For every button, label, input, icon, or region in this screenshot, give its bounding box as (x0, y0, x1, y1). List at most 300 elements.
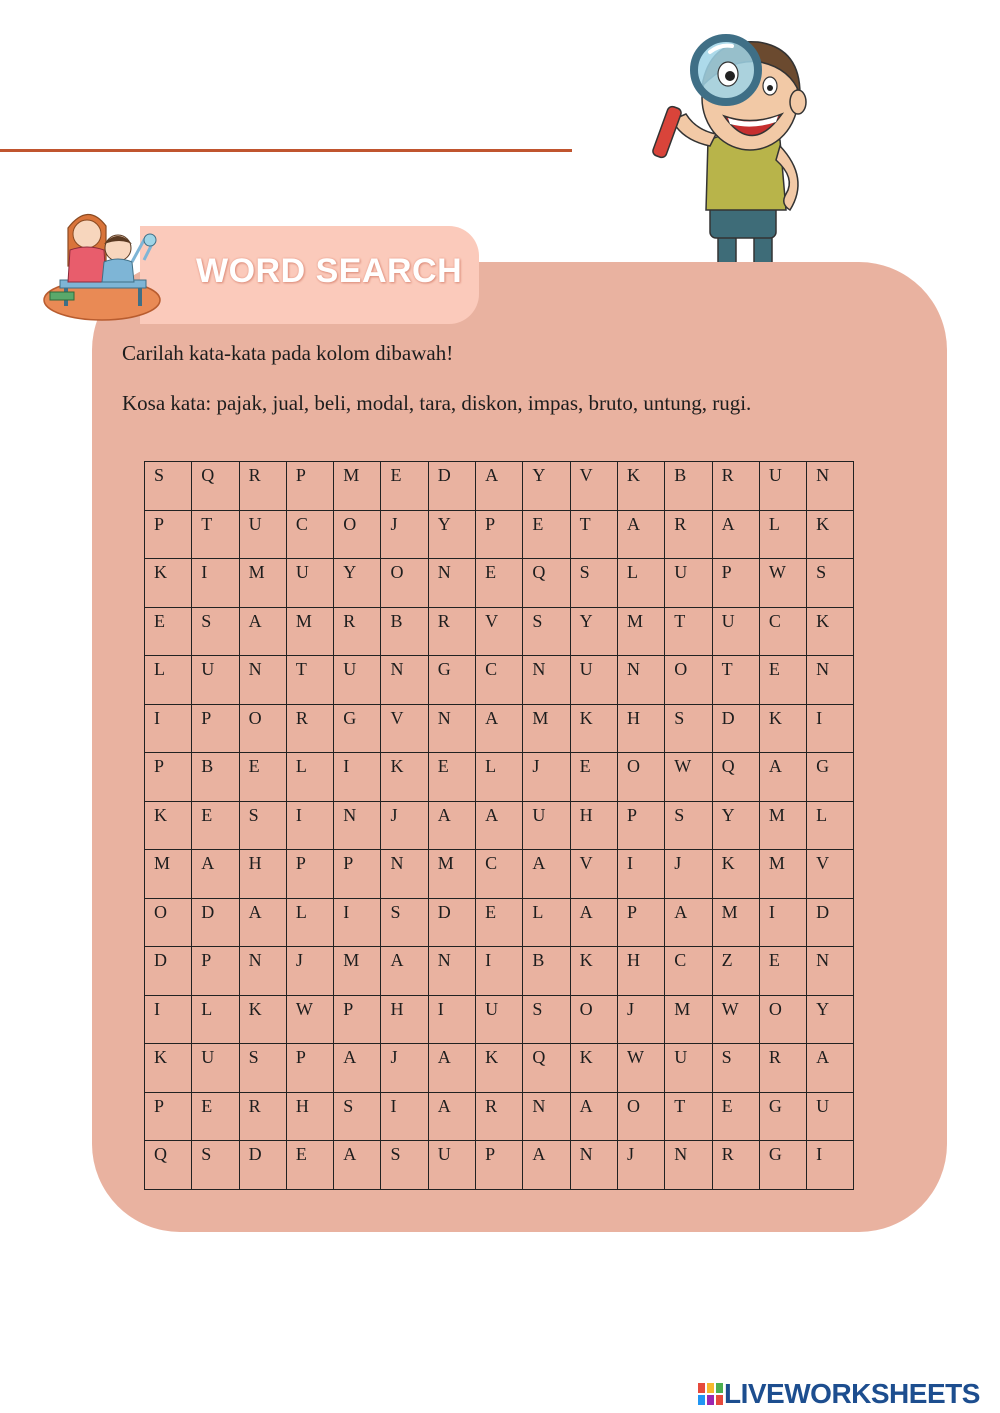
grid-cell[interactable] (192, 898, 239, 947)
grid-letter: K (579, 1047, 593, 1067)
grid-letter: I (154, 998, 160, 1019)
grid-cell[interactable] (665, 850, 712, 899)
grid-cell[interactable] (192, 607, 239, 656)
grid-cell[interactable] (334, 753, 381, 802)
grid-letter: S (674, 804, 685, 825)
grid-letter: L (485, 756, 497, 776)
grid-cell[interactable] (286, 753, 333, 802)
grid-letter: U (816, 1095, 830, 1116)
grid-cell[interactable] (570, 801, 617, 850)
grid-cell[interactable] (428, 559, 475, 608)
grid-cell[interactable] (807, 1044, 854, 1093)
grid-cell[interactable] (239, 704, 286, 753)
grid-letter: O (248, 707, 262, 728)
grid-row (145, 947, 854, 996)
grid-cell[interactable] (759, 898, 806, 947)
grid-cell[interactable] (523, 704, 570, 753)
grid-cell[interactable] (145, 753, 192, 802)
grid-cell[interactable] (617, 462, 664, 511)
grid-cell[interactable] (523, 898, 570, 947)
grid-letter: R (721, 465, 734, 485)
grid-cell[interactable] (617, 995, 664, 1044)
grid-cell[interactable] (428, 704, 475, 753)
grid-cell[interactable] (239, 510, 286, 559)
grid-row (145, 1044, 854, 1093)
grid-cell[interactable] (381, 607, 428, 656)
grid-cell[interactable] (286, 1141, 333, 1190)
grid-cell[interactable] (192, 656, 239, 705)
grid-cell[interactable] (239, 1044, 286, 1093)
grid-letter: I (343, 901, 350, 922)
grid-cell[interactable] (476, 753, 523, 802)
grid-cell[interactable] (239, 753, 286, 802)
grid-cell[interactable] (145, 995, 192, 1044)
grid-cell[interactable] (476, 559, 523, 608)
grid-letter: H (626, 707, 640, 728)
grid-cell[interactable] (476, 510, 523, 559)
grid-cell[interactable] (239, 898, 286, 947)
grid-cell[interactable] (334, 510, 381, 559)
grid-cell[interactable] (286, 995, 333, 1044)
grid-cell[interactable] (665, 947, 712, 996)
grid-cell[interactable] (381, 947, 428, 996)
grid-letter: W (674, 756, 692, 776)
grid-cell[interactable] (617, 947, 664, 996)
grid-cell[interactable] (523, 753, 570, 802)
grid-cell[interactable] (381, 1141, 428, 1190)
grid-cell[interactable] (617, 656, 664, 705)
grid-cell[interactable] (712, 850, 759, 899)
grid-cell[interactable] (759, 559, 806, 608)
grid-cell[interactable] (145, 1044, 192, 1093)
grid-cell[interactable] (428, 947, 475, 996)
grid-cell[interactable] (476, 850, 523, 899)
grid-letter: I (295, 804, 302, 825)
grid-letter: D (437, 901, 451, 922)
grid-cell[interactable] (759, 753, 806, 802)
grid-letter: I (626, 853, 633, 873)
grid-letter: V (579, 465, 593, 485)
grid-letter: P (343, 998, 354, 1019)
grid-cell[interactable] (286, 850, 333, 899)
grid-cell[interactable] (428, 1092, 475, 1141)
grid-cell[interactable] (523, 947, 570, 996)
grid-letter: N (437, 707, 451, 728)
grid-cell[interactable] (617, 1141, 664, 1190)
grid-cell[interactable] (523, 656, 570, 705)
grid-cell[interactable] (759, 656, 806, 705)
grid-cell[interactable] (476, 656, 523, 705)
grid-letter: T (674, 1095, 686, 1116)
grid-cell[interactable] (145, 704, 192, 753)
grid-letter: L (532, 901, 544, 922)
grid-cell[interactable] (523, 1141, 570, 1190)
grid-letter: J (390, 804, 398, 825)
grid-cell[interactable] (145, 462, 192, 511)
grid-letter: T (201, 513, 213, 534)
page-title: WORD SEARCH (196, 252, 463, 290)
grid-letter: O (343, 513, 357, 534)
grid-cell[interactable] (192, 995, 239, 1044)
grid-cell[interactable] (286, 1092, 333, 1141)
grid-cell[interactable] (476, 607, 523, 656)
grid-cell[interactable] (145, 559, 192, 608)
grid-cell[interactable] (334, 607, 381, 656)
grid-row (145, 704, 854, 753)
grid-cell[interactable] (192, 1141, 239, 1190)
grid-cell[interactable] (570, 850, 617, 899)
grid-cell[interactable] (334, 704, 381, 753)
grid-cell[interactable] (570, 995, 617, 1044)
grid-cell[interactable] (523, 559, 570, 608)
grid-cell[interactable] (665, 1141, 712, 1190)
grid-cell[interactable] (665, 898, 712, 947)
grid-letter: L (201, 998, 213, 1019)
grid-cell[interactable] (523, 510, 570, 559)
grid-letter: G (343, 707, 357, 728)
grid-letter: K (579, 950, 593, 970)
grid-row (145, 510, 854, 559)
grid-cell[interactable] (570, 607, 617, 656)
grid-letter: U (201, 659, 215, 679)
grid-cell[interactable] (192, 462, 239, 511)
grid-cell[interactable] (807, 510, 854, 559)
grid-cell[interactable] (145, 947, 192, 996)
grid-cell[interactable] (286, 801, 333, 850)
grid-letter: D (816, 901, 830, 922)
grid-cell[interactable] (286, 947, 333, 996)
grid-cell[interactable] (334, 947, 381, 996)
grid-letter: K (390, 756, 404, 776)
grid-cell[interactable] (807, 947, 854, 996)
grid-cell[interactable] (381, 704, 428, 753)
grid-cell[interactable] (665, 753, 712, 802)
grid-cell[interactable] (239, 801, 286, 850)
grid-cell[interactable] (286, 1044, 333, 1093)
grid-cell[interactable] (239, 947, 286, 996)
grid-cell[interactable] (759, 1141, 806, 1190)
grid-letter: A (437, 1047, 451, 1067)
grid-cell[interactable] (759, 947, 806, 996)
grid-cell[interactable] (759, 462, 806, 511)
grid-cell[interactable] (145, 607, 192, 656)
grid-cell[interactable] (145, 898, 192, 947)
grid-cell[interactable] (759, 510, 806, 559)
grid-letter: N (816, 950, 830, 970)
grid-cell[interactable] (570, 510, 617, 559)
grid-cell[interactable] (428, 1044, 475, 1093)
grid-cell[interactable] (381, 898, 428, 947)
grid-cell[interactable] (712, 656, 759, 705)
grid-cell[interactable] (712, 1044, 759, 1093)
grid-cell[interactable] (476, 462, 523, 511)
grid-letter: W (626, 1047, 644, 1067)
grid-cell[interactable] (665, 801, 712, 850)
grid-cell[interactable] (665, 462, 712, 511)
grid-cell[interactable] (570, 559, 617, 608)
grid-letter: R (485, 1095, 498, 1116)
grid-cell[interactable] (192, 801, 239, 850)
grid-letter: I (201, 562, 208, 582)
grid-cell[interactable] (239, 607, 286, 656)
grid-cell[interactable] (665, 656, 712, 705)
grid-cell[interactable] (286, 607, 333, 656)
grid-cell[interactable] (712, 995, 759, 1044)
grid-cell[interactable] (381, 850, 428, 899)
grid-letter: H (295, 1095, 309, 1116)
grid-cell[interactable] (428, 656, 475, 705)
grid-letter: I (154, 707, 160, 728)
grid-cell[interactable] (759, 1044, 806, 1093)
liveworksheets-logo[interactable] (698, 1378, 980, 1410)
grid-cell[interactable] (334, 995, 381, 1044)
grid-cell[interactable] (192, 704, 239, 753)
grid-cell[interactable] (476, 995, 523, 1044)
grid-cell[interactable] (807, 656, 854, 705)
grid-cell[interactable] (239, 995, 286, 1044)
grid-cell[interactable] (807, 753, 854, 802)
grid-cell[interactable] (570, 1044, 617, 1093)
grid-letter: D (437, 465, 451, 485)
grid-cell[interactable] (712, 607, 759, 656)
grid-letter: A (768, 756, 782, 776)
grid-cell[interactable] (476, 1141, 523, 1190)
grid-cell[interactable] (665, 1092, 712, 1141)
grid-cell[interactable] (759, 995, 806, 1044)
grid-cell[interactable] (570, 462, 617, 511)
grid-cell[interactable] (570, 1141, 617, 1190)
grid-letter: U (674, 562, 688, 582)
grid-cell[interactable] (192, 753, 239, 802)
grid-cell[interactable] (617, 607, 664, 656)
grid-cell[interactable] (476, 801, 523, 850)
grid-cell[interactable] (192, 510, 239, 559)
grid-cell[interactable] (570, 898, 617, 947)
grid-cell[interactable] (712, 898, 759, 947)
grid-cell[interactable] (428, 898, 475, 947)
grid-cell[interactable] (428, 607, 475, 656)
grid-cell[interactable] (807, 898, 854, 947)
grid-cell[interactable] (381, 801, 428, 850)
grid-letter: M (626, 610, 643, 631)
grid-cell[interactable] (286, 898, 333, 947)
grid-cell[interactable] (570, 1092, 617, 1141)
grid-cell[interactable] (476, 1092, 523, 1141)
grid-cell[interactable] (381, 753, 428, 802)
grid-cell[interactable] (523, 801, 570, 850)
grid-cell[interactable] (334, 850, 381, 899)
grid-cell[interactable] (665, 559, 712, 608)
grid-cell[interactable] (476, 1044, 523, 1093)
grid-letter: D (721, 707, 735, 728)
grid-letter: G (768, 1095, 782, 1116)
grid-cell[interactable] (807, 1092, 854, 1141)
grid-cell[interactable] (712, 753, 759, 802)
grid-cell[interactable] (759, 850, 806, 899)
grid-letter: L (295, 756, 307, 776)
grid-letter: S (201, 610, 212, 631)
grid-cell[interactable] (334, 801, 381, 850)
grid-letter: W (768, 562, 786, 582)
grid-cell[interactable] (617, 850, 664, 899)
grid-cell[interactable] (428, 1141, 475, 1190)
grid-cell[interactable] (712, 462, 759, 511)
grid-letter: K (721, 853, 735, 873)
grid-cell[interactable] (428, 753, 475, 802)
grid-cell[interactable] (476, 898, 523, 947)
grid-cell[interactable] (617, 898, 664, 947)
grid-letter: T (674, 610, 686, 631)
grid-cell[interactable] (665, 995, 712, 1044)
grid-cell[interactable] (334, 656, 381, 705)
grid-cell[interactable] (617, 559, 664, 608)
grid-letter: N (390, 853, 404, 873)
grid-cell[interactable] (286, 656, 333, 705)
grid-cell[interactable] (381, 656, 428, 705)
grid-letter: G (768, 1144, 782, 1164)
grid-letter: L (768, 513, 780, 534)
grid-cell[interactable] (428, 995, 475, 1044)
grid-cell[interactable] (192, 1092, 239, 1141)
grid-cell[interactable] (239, 850, 286, 899)
grid-cell[interactable] (617, 1044, 664, 1093)
liveworksheets-logo-icon (698, 1383, 724, 1405)
grid-cell[interactable] (759, 801, 806, 850)
grid-cell[interactable] (617, 801, 664, 850)
grid-cell[interactable] (759, 607, 806, 656)
grid-cell[interactable] (286, 704, 333, 753)
grid-cell[interactable] (712, 947, 759, 996)
grid-cell[interactable] (334, 462, 381, 511)
grid-cell[interactable] (428, 510, 475, 559)
grid-cell[interactable] (192, 1044, 239, 1093)
grid-cell[interactable] (665, 510, 712, 559)
grid-cell[interactable] (712, 801, 759, 850)
grid-cell[interactable] (476, 704, 523, 753)
grid-cell[interactable] (428, 850, 475, 899)
grid-cell[interactable] (239, 559, 286, 608)
grid-cell[interactable] (239, 1092, 286, 1141)
grid-cell[interactable] (570, 753, 617, 802)
grid-cell[interactable] (712, 704, 759, 753)
grid-row (145, 607, 854, 656)
grid-cell[interactable] (523, 850, 570, 899)
grid-cell[interactable] (381, 1044, 428, 1093)
grid-cell[interactable] (523, 607, 570, 656)
grid-cell[interactable] (617, 510, 664, 559)
grid-cell[interactable] (523, 995, 570, 1044)
grid-cell[interactable] (145, 1141, 192, 1190)
grid-cell[interactable] (239, 656, 286, 705)
grid-cell[interactable] (523, 1044, 570, 1093)
grid-cell[interactable] (334, 559, 381, 608)
grid-cell[interactable] (807, 850, 854, 899)
grid-cell[interactable] (428, 801, 475, 850)
grid-cell[interactable] (523, 462, 570, 511)
grid-cell[interactable] (570, 947, 617, 996)
grid-cell[interactable] (665, 1044, 712, 1093)
grid-letter: A (721, 513, 735, 534)
grid-cell[interactable] (286, 462, 333, 511)
grid-cell[interactable] (381, 1092, 428, 1141)
grid-cell[interactable] (617, 704, 664, 753)
grid-cell[interactable] (381, 995, 428, 1044)
grid-letter: Q (721, 756, 735, 776)
grid-cell[interactable] (286, 559, 333, 608)
grid-cell[interactable] (145, 510, 192, 559)
grid-letter: N (248, 659, 262, 679)
grid-letter: N (532, 659, 546, 679)
grid-cell[interactable] (334, 898, 381, 947)
grid-cell[interactable] (192, 947, 239, 996)
grid-cell[interactable] (334, 1092, 381, 1141)
grid-cell[interactable] (617, 753, 664, 802)
grid-cell[interactable] (807, 559, 854, 608)
grid-cell[interactable] (476, 947, 523, 996)
grid-cell[interactable] (807, 462, 854, 511)
grid-cell[interactable] (665, 704, 712, 753)
grid-letter: O (674, 659, 688, 679)
grid-cell[interactable] (759, 1092, 806, 1141)
grid-cell[interactable] (570, 704, 617, 753)
grid-cell[interactable] (759, 704, 806, 753)
grid-cell[interactable] (807, 801, 854, 850)
grid-cell[interactable] (712, 1141, 759, 1190)
grid-letter: P (485, 513, 496, 534)
grid-cell[interactable] (807, 1141, 854, 1190)
grid-cell[interactable] (807, 995, 854, 1044)
grid-cell[interactable] (807, 704, 854, 753)
grid-cell[interactable] (145, 1092, 192, 1141)
grid-cell[interactable] (239, 1141, 286, 1190)
grid-cell[interactable] (334, 1044, 381, 1093)
grid-cell[interactable] (239, 462, 286, 511)
grid-letter: E (248, 756, 260, 776)
grid-letter: K (485, 1047, 499, 1067)
grid-cell[interactable] (192, 559, 239, 608)
grid-letter: T (295, 659, 307, 679)
grid-cell[interactable] (523, 1092, 570, 1141)
grid-cell[interactable] (381, 559, 428, 608)
grid-cell[interactable] (712, 510, 759, 559)
grid-cell[interactable] (286, 510, 333, 559)
grid-letter: A (674, 901, 688, 922)
grid-cell[interactable] (381, 510, 428, 559)
grid-letter: R (295, 707, 308, 728)
grid-letter: Y (721, 804, 735, 825)
grid-cell[interactable] (192, 850, 239, 899)
grid-cell[interactable] (712, 1092, 759, 1141)
grid-cell[interactable] (428, 462, 475, 511)
grid-letter: K (816, 513, 830, 534)
grid-cell[interactable] (381, 462, 428, 511)
grid-letter: O (154, 901, 167, 922)
grid-cell[interactable] (807, 607, 854, 656)
grid-cell[interactable] (145, 850, 192, 899)
grid-cell[interactable] (570, 656, 617, 705)
grid-letter: A (485, 707, 499, 728)
grid-letter: J (295, 950, 303, 970)
grid-cell[interactable] (617, 1092, 664, 1141)
grid-cell[interactable] (145, 801, 192, 850)
grid-cell[interactable] (334, 1141, 381, 1190)
grid-cell[interactable] (665, 607, 712, 656)
grid-letter: D (154, 950, 167, 970)
grid-cell[interactable] (145, 656, 192, 705)
grid-letter: A (485, 465, 499, 485)
grid-letter: U (295, 562, 309, 582)
grid-cell[interactable] (712, 559, 759, 608)
